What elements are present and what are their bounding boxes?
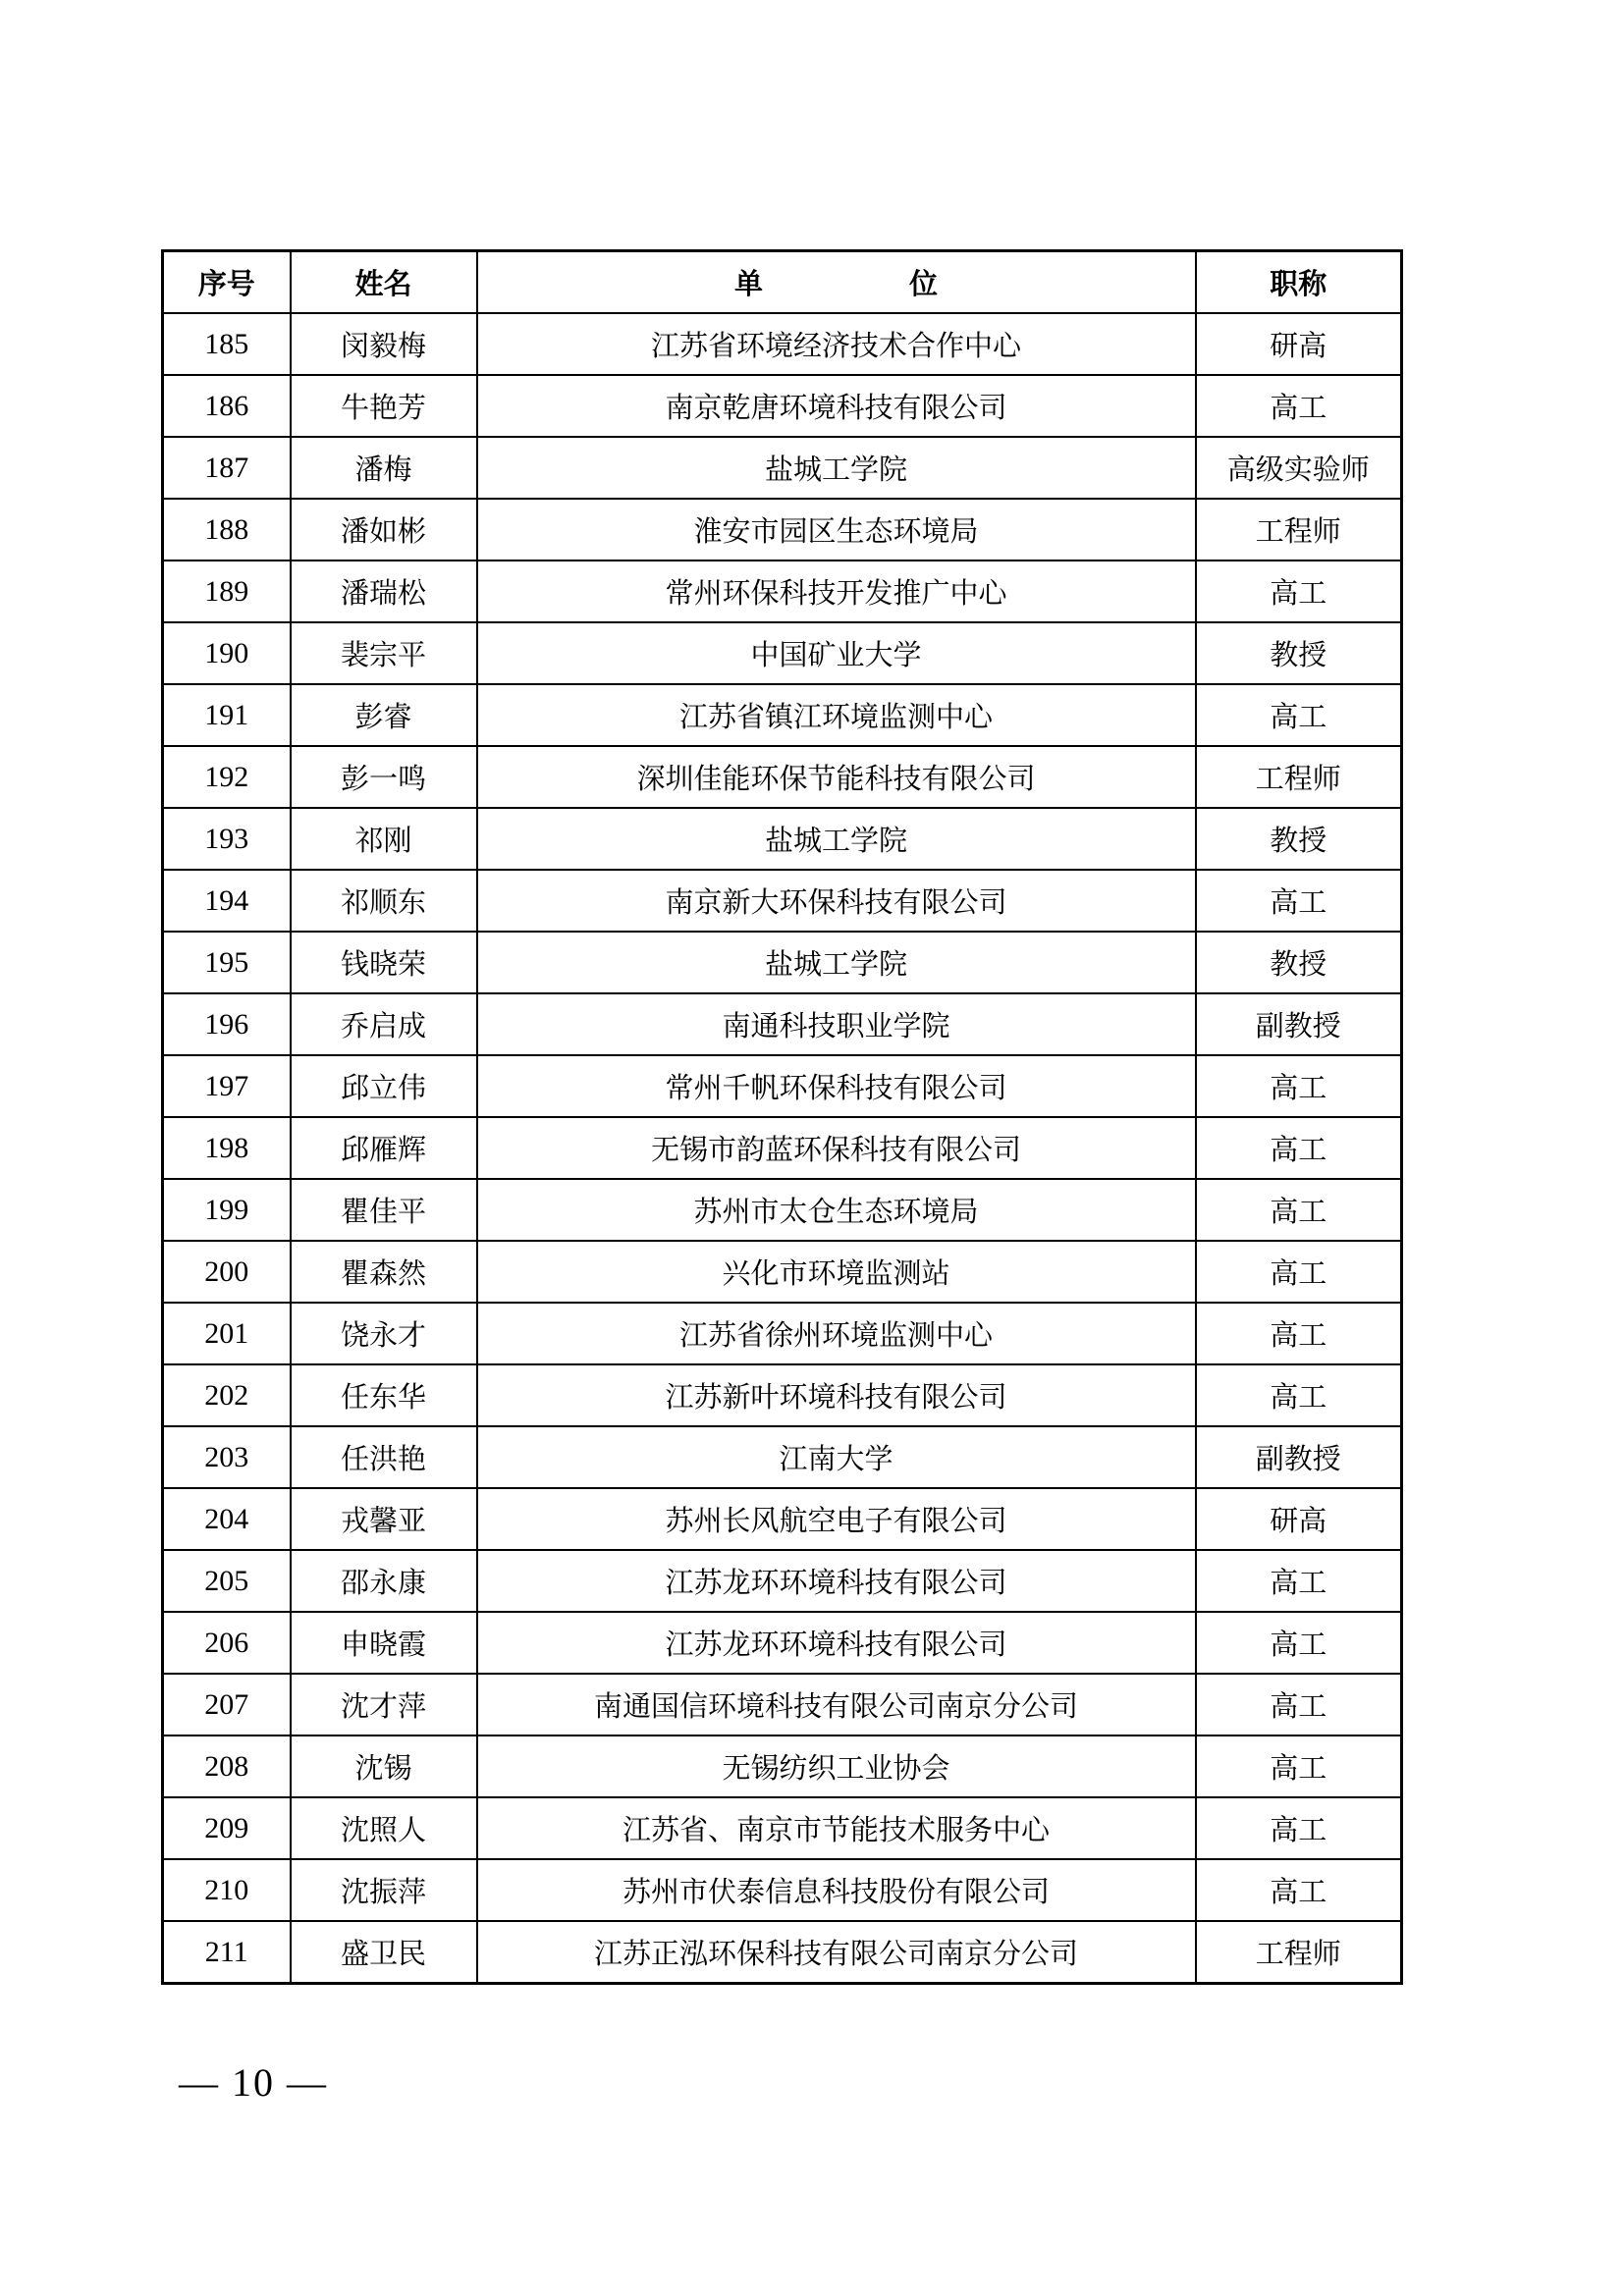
cell-name: 沈才萍	[291, 1674, 477, 1735]
cell-name: 潘瑞松	[291, 561, 477, 622]
cell-unit: 江苏省镇江环境监测中心	[477, 684, 1196, 746]
cell-seq: 198	[163, 1117, 291, 1179]
cell-seq: 200	[163, 1241, 291, 1303]
table-row	[163, 684, 1402, 746]
cell-seq: 193	[163, 808, 291, 870]
cell-unit: 常州千帆环保科技有限公司	[477, 1055, 1196, 1117]
cell-seq: 205	[163, 1550, 291, 1612]
cell-unit: 南京乾唐环境科技有限公司	[477, 375, 1196, 437]
cell-name: 邱立伟	[291, 1055, 477, 1117]
cell-title: 高工	[1196, 1735, 1402, 1797]
header-title: 职称	[1196, 251, 1402, 314]
personnel-table	[161, 249, 1403, 1985]
cell-name: 饶永才	[291, 1303, 477, 1364]
cell-seq: 211	[163, 1921, 291, 1984]
cell-unit: 无锡市韵蓝环保科技有限公司	[477, 1117, 1196, 1179]
cell-seq: 195	[163, 932, 291, 993]
cell-title: 研高	[1196, 1488, 1402, 1550]
cell-unit: 南通科技职业学院	[477, 993, 1196, 1055]
table-row	[163, 1117, 1402, 1179]
cell-title: 高工	[1196, 1797, 1402, 1859]
table-row	[163, 375, 1402, 437]
cell-title: 教授	[1196, 808, 1402, 870]
table-row	[163, 1241, 1402, 1303]
cell-unit: 江苏龙环环境科技有限公司	[477, 1612, 1196, 1674]
table-row	[163, 561, 1402, 622]
cell-title: 高工	[1196, 1117, 1402, 1179]
cell-name: 任洪艳	[291, 1426, 477, 1488]
cell-name: 裴宗平	[291, 622, 477, 684]
cell-seq: 201	[163, 1303, 291, 1364]
cell-title: 高工	[1196, 375, 1402, 437]
table-header-row	[163, 251, 1402, 314]
table-row	[163, 499, 1402, 561]
cell-name: 瞿佳平	[291, 1179, 477, 1241]
cell-seq: 209	[163, 1797, 291, 1859]
cell-unit: 苏州市太仓生态环境局	[477, 1179, 1196, 1241]
table-row	[163, 870, 1402, 932]
cell-unit: 南京新大环保科技有限公司	[477, 870, 1196, 932]
cell-name: 申晓霞	[291, 1612, 477, 1674]
cell-name: 彭睿	[291, 684, 477, 746]
table-row	[163, 1488, 1402, 1550]
cell-title: 高工	[1196, 1241, 1402, 1303]
cell-title: 高工	[1196, 561, 1402, 622]
table-row	[163, 1179, 1402, 1241]
cell-name: 祁顺东	[291, 870, 477, 932]
table-row	[163, 993, 1402, 1055]
cell-name: 瞿森然	[291, 1241, 477, 1303]
cell-name: 彭一鸣	[291, 746, 477, 808]
table-row	[163, 1674, 1402, 1735]
cell-seq: 185	[163, 313, 291, 375]
cell-unit: 中国矿业大学	[477, 622, 1196, 684]
cell-seq: 196	[163, 993, 291, 1055]
cell-seq: 188	[163, 499, 291, 561]
table-row	[163, 1055, 1402, 1117]
cell-title: 副教授	[1196, 1426, 1402, 1488]
cell-title: 高工	[1196, 1179, 1402, 1241]
cell-seq: 208	[163, 1735, 291, 1797]
table-row	[163, 1921, 1402, 1984]
cell-title: 研高	[1196, 313, 1402, 375]
table-row	[163, 746, 1402, 808]
cell-seq: 202	[163, 1364, 291, 1426]
cell-unit: 江苏龙环环境科技有限公司	[477, 1550, 1196, 1612]
cell-name: 邵永康	[291, 1550, 477, 1612]
cell-name: 乔启成	[291, 993, 477, 1055]
table-row	[163, 1859, 1402, 1921]
cell-seq: 206	[163, 1612, 291, 1674]
cell-name: 邱雁辉	[291, 1117, 477, 1179]
cell-unit: 盐城工学院	[477, 808, 1196, 870]
cell-unit: 江南大学	[477, 1426, 1196, 1488]
cell-unit: 深圳佳能环保节能科技有限公司	[477, 746, 1196, 808]
cell-unit: 常州环保科技开发推广中心	[477, 561, 1196, 622]
cell-title: 高工	[1196, 1859, 1402, 1921]
cell-name: 闵毅梅	[291, 313, 477, 375]
cell-title: 高工	[1196, 1550, 1402, 1612]
cell-unit: 兴化市环境监测站	[477, 1241, 1196, 1303]
cell-seq: 194	[163, 870, 291, 932]
cell-title: 高级实验师	[1196, 437, 1402, 499]
table-row	[163, 1797, 1402, 1859]
cell-title: 教授	[1196, 932, 1402, 993]
cell-seq: 204	[163, 1488, 291, 1550]
cell-seq: 199	[163, 1179, 291, 1241]
cell-seq: 207	[163, 1674, 291, 1735]
cell-title: 工程师	[1196, 499, 1402, 561]
cell-name: 盛卫民	[291, 1921, 477, 1984]
table-row	[163, 808, 1402, 870]
cell-unit: 江苏正泓环保科技有限公司南京分公司	[477, 1921, 1196, 1984]
header-unit: 单 位	[477, 251, 1196, 314]
table-row	[163, 932, 1402, 993]
table-row	[163, 1426, 1402, 1488]
table-row	[163, 1550, 1402, 1612]
cell-name: 任东华	[291, 1364, 477, 1426]
header-seq: 序号	[163, 251, 291, 314]
cell-seq: 197	[163, 1055, 291, 1117]
cell-unit: 江苏新叶环境科技有限公司	[477, 1364, 1196, 1426]
cell-seq: 186	[163, 375, 291, 437]
table-row	[163, 1735, 1402, 1797]
table-row	[163, 313, 1402, 375]
cell-unit: 淮安市园区生态环境局	[477, 499, 1196, 561]
cell-unit: 江苏省环境经济技术合作中心	[477, 313, 1196, 375]
cell-seq: 190	[163, 622, 291, 684]
cell-title: 工程师	[1196, 1921, 1402, 1984]
cell-name: 沈振萍	[291, 1859, 477, 1921]
cell-name: 沈照人	[291, 1797, 477, 1859]
cell-name: 钱晓荣	[291, 932, 477, 993]
cell-title: 工程师	[1196, 746, 1402, 808]
cell-name: 潘如彬	[291, 499, 477, 561]
cell-unit: 盐城工学院	[477, 437, 1196, 499]
cell-name: 祁刚	[291, 808, 477, 870]
cell-title: 高工	[1196, 1303, 1402, 1364]
cell-name: 戎馨亚	[291, 1488, 477, 1550]
cell-seq: 192	[163, 746, 291, 808]
cell-unit: 盐城工学院	[477, 932, 1196, 993]
cell-name: 牛艳芳	[291, 375, 477, 437]
cell-unit: 江苏省徐州环境监测中心	[477, 1303, 1196, 1364]
table-row	[163, 437, 1402, 499]
cell-title: 教授	[1196, 622, 1402, 684]
cell-seq: 210	[163, 1859, 291, 1921]
cell-title: 高工	[1196, 1674, 1402, 1735]
cell-seq: 189	[163, 561, 291, 622]
table-row	[163, 1364, 1402, 1426]
cell-seq: 203	[163, 1426, 291, 1488]
cell-title: 高工	[1196, 1612, 1402, 1674]
table-row	[163, 622, 1402, 684]
cell-unit: 南通国信环境科技有限公司南京分公司	[477, 1674, 1196, 1735]
cell-unit: 苏州市伏泰信息科技股份有限公司	[477, 1859, 1196, 1921]
header-name: 姓名	[291, 251, 477, 314]
table-row	[163, 1303, 1402, 1364]
cell-unit: 无锡纺织工业协会	[477, 1735, 1196, 1797]
cell-title: 高工	[1196, 1364, 1402, 1426]
cell-title: 副教授	[1196, 993, 1402, 1055]
table-row	[163, 1612, 1402, 1674]
cell-seq: 191	[163, 684, 291, 746]
cell-name: 潘梅	[291, 437, 477, 499]
page-number: — 10 —	[179, 2060, 328, 2105]
cell-title: 高工	[1196, 1055, 1402, 1117]
cell-title: 高工	[1196, 684, 1402, 746]
cell-title: 高工	[1196, 870, 1402, 932]
cell-unit: 江苏省、南京市节能技术服务中心	[477, 1797, 1196, 1859]
cell-name: 沈锡	[291, 1735, 477, 1797]
cell-unit: 苏州长风航空电子有限公司	[477, 1488, 1196, 1550]
cell-seq: 187	[163, 437, 291, 499]
